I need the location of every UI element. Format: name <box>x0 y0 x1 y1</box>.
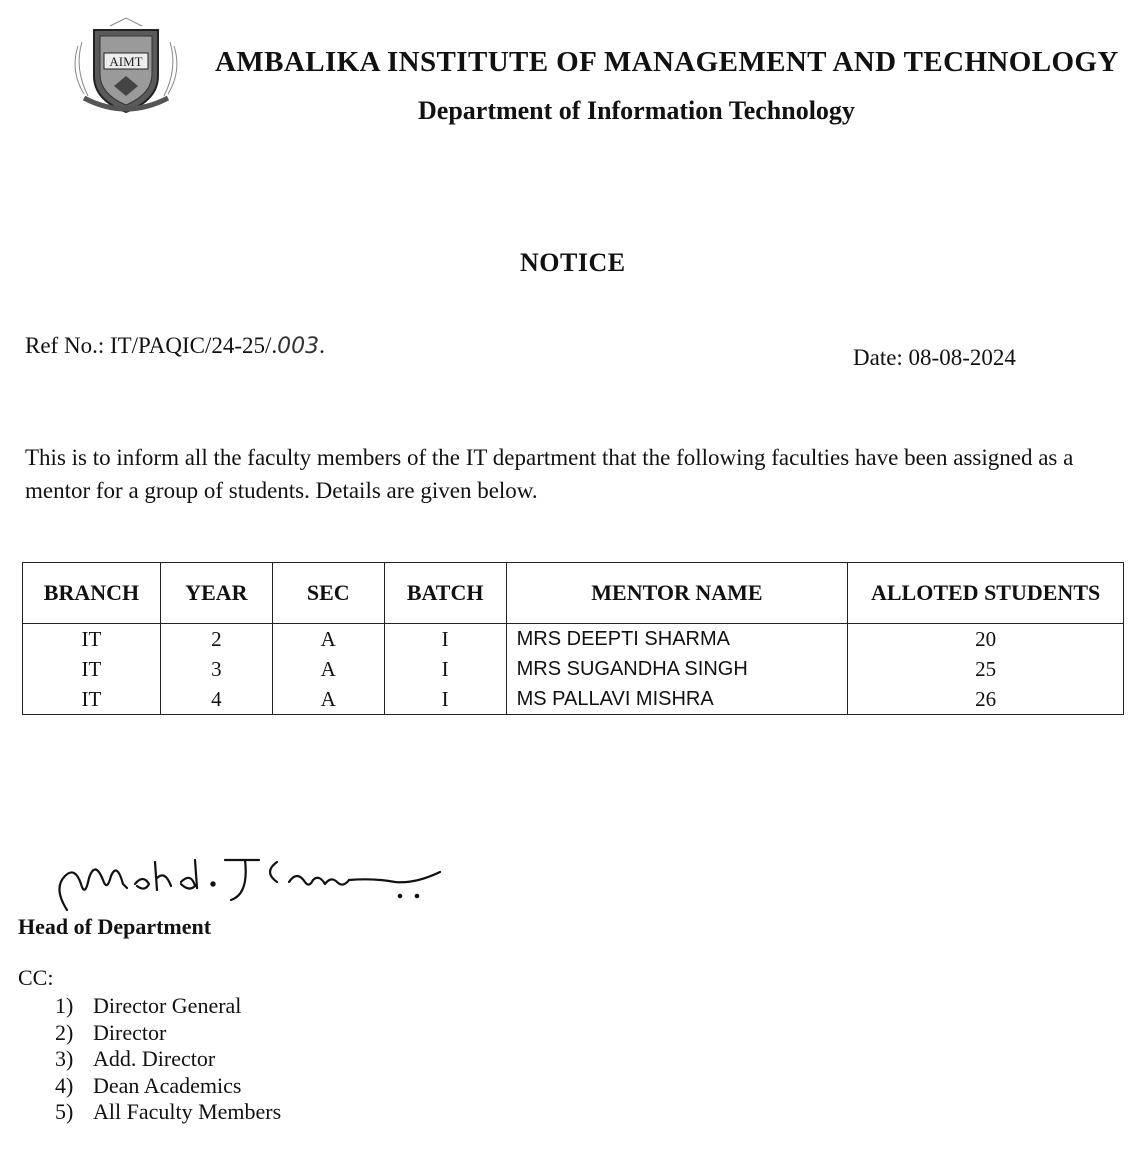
cell-year: 4 <box>160 684 272 715</box>
logo-text: AIMT <box>109 54 143 69</box>
cell-sec: A <box>272 684 384 715</box>
list-item <box>55 993 281 1020</box>
cell-mentor: MRS SUGANDHA SINGH <box>506 654 848 684</box>
table-row <box>23 684 1124 715</box>
list-item <box>55 1073 281 1100</box>
list-item <box>55 1020 281 1047</box>
notice-title: NOTICE <box>520 248 626 277</box>
reference-number <box>25 333 325 359</box>
cell-sec: A <box>272 654 384 684</box>
mentor-table <box>22 562 1124 715</box>
cell-sec: A <box>272 624 384 655</box>
list-text: Dean Academics <box>93 1072 242 1098</box>
cell-batch: I <box>384 624 506 655</box>
header-mentor-name: MENTOR NAME <box>506 563 848 624</box>
list-number: 4) <box>55 1072 74 1098</box>
ref-label: Ref No.: IT/PAQIC/24-25/. <box>25 333 278 358</box>
list-item <box>55 1046 281 1073</box>
cell-year: 3 <box>160 654 272 684</box>
cell-mentor: MS PALLAVI MISHRA <box>506 684 848 715</box>
header-sec: SEC <box>272 563 384 624</box>
list-number: 5) <box>55 1099 74 1124</box>
list-text: Director <box>93 1019 167 1045</box>
cell-batch: I <box>384 684 506 715</box>
department-name: Department of Information Technology <box>418 96 855 125</box>
hod-signature <box>45 848 465 923</box>
table-row <box>23 624 1124 655</box>
cell-students: 26 <box>848 684 1124 715</box>
signatory-title: Head of Department <box>18 914 212 939</box>
list-number: 3) <box>55 1046 74 1071</box>
list-text: All Faculty Members <box>93 1099 282 1124</box>
institute-name: AMBALIKA INSTITUTE OF MANAGEMENT AND TECHNOLOGY <box>215 46 1119 78</box>
table-header-row <box>23 563 1124 624</box>
header-year: YEAR <box>160 563 272 624</box>
institute-logo <box>70 16 182 118</box>
cell-branch: IT <box>23 684 161 715</box>
ref-handwritten-number: 003 <box>277 334 320 359</box>
cell-batch: I <box>384 654 506 684</box>
header-batch: BATCH <box>384 563 506 624</box>
cell-branch: IT <box>23 624 161 655</box>
cell-students: 25 <box>848 654 1124 684</box>
list-text: Director General <box>93 993 242 1018</box>
list-text: Add. Director <box>93 1046 216 1071</box>
cell-students: 20 <box>848 624 1124 655</box>
header-alloted-students: ALLOTED STUDENTS <box>848 563 1124 624</box>
cc-label: CC: <box>18 965 54 990</box>
intro-paragraph: This is to inform all the faculty members of the IT department that the following faculties have been assigned as a mentor for a group of students. Details are given below. <box>25 445 1074 503</box>
list-number: 1) <box>55 993 74 1018</box>
notice-date: Date: 08-08-2024 <box>853 345 1016 370</box>
cell-mentor: MRS DEEPTI SHARMA <box>506 624 848 655</box>
list-item <box>55 1099 281 1126</box>
table-row <box>23 654 1124 684</box>
cc-list <box>55 993 281 1126</box>
list-number: 2) <box>55 1019 74 1045</box>
cell-year: 2 <box>160 624 272 655</box>
cell-branch: IT <box>23 654 161 684</box>
ref-suffix: . <box>319 333 325 358</box>
header-branch: BRANCH <box>23 563 161 624</box>
